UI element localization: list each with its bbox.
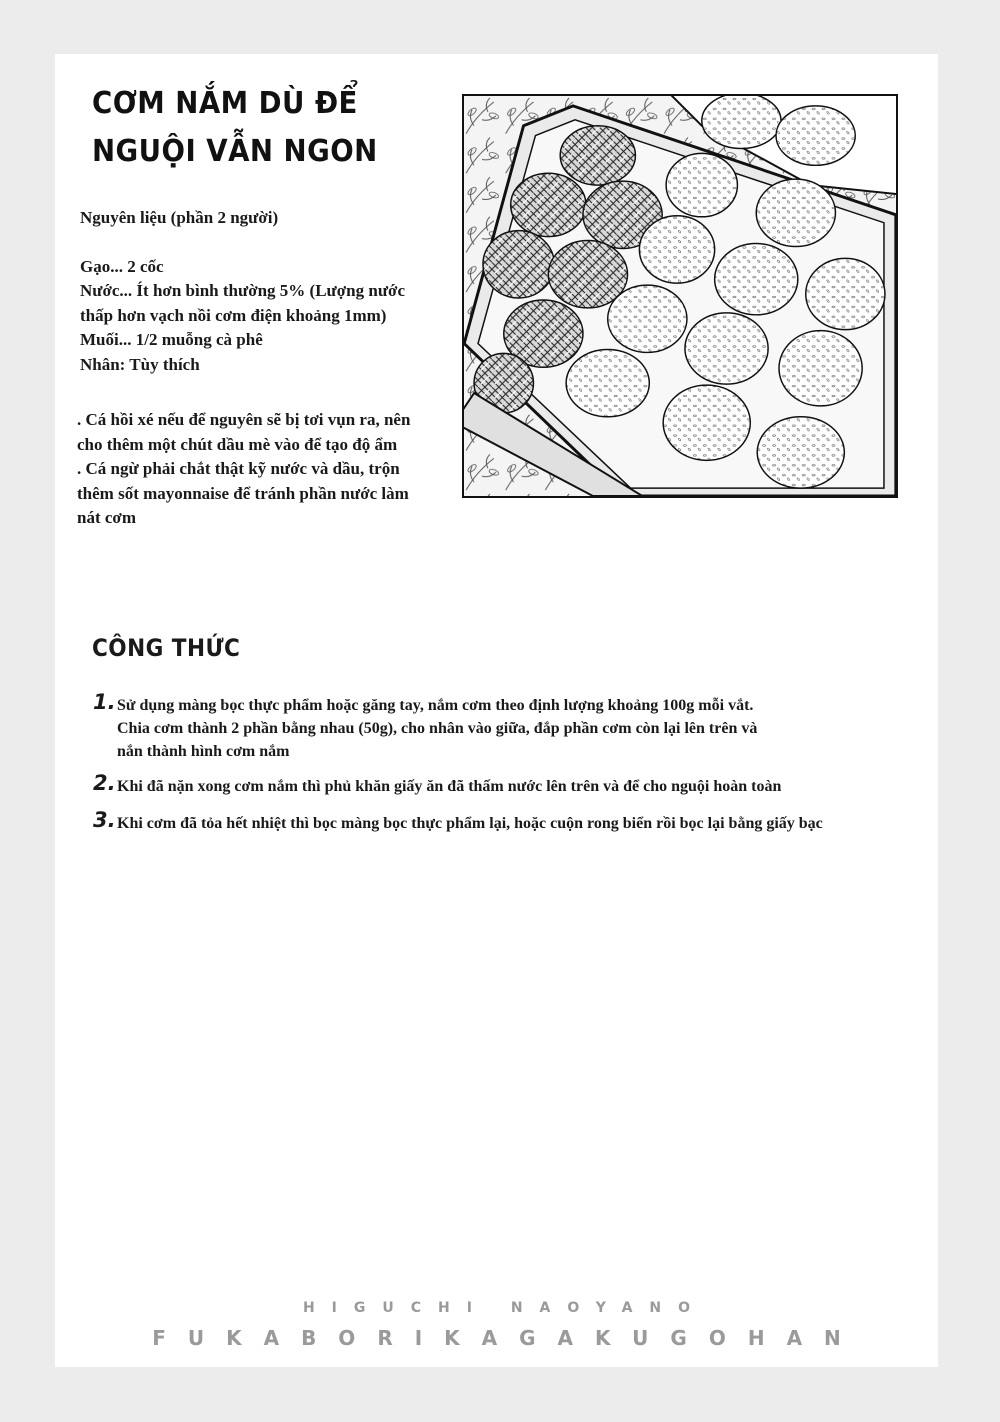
footer-author: HIGUCHI NAOYANO: [302, 1300, 708, 1316]
method-steps: [93, 690, 893, 847]
footer-series: FUKABORIKAGAKUGOHAN: [152, 1326, 863, 1350]
tip-line: nát cơm: [77, 508, 136, 527]
ingredients-heading: Nguyên liệu (phần 2 người): [80, 208, 279, 227]
tip-line: thêm sốt mayonnaise để tránh phần nước làm: [77, 483, 409, 503]
ingredient-line: Nước... Ít hơn bình thường 5% (Lượng nước: [80, 281, 405, 300]
ingredient-line: Gạo... 2 cốc: [80, 256, 164, 276]
step-text: Sử dụng màng bọc thực phẩm hoặc găng tay, nắm cơm theo định lượng khoảng 100g mỗi vắt.: [117, 697, 754, 714]
onigiri-tray-drawing: [464, 96, 896, 496]
recipe-title: [92, 80, 378, 176]
step-2: [93, 771, 893, 798]
step-1: [93, 690, 893, 763]
onigiri-tray-illustration: [462, 94, 898, 498]
ingredients-section: [80, 206, 460, 377]
tip-line: cho thêm một chút dầu mè vào để tạo độ ẩm: [77, 434, 398, 454]
step-text: Khi đã nặn xong cơm nắm thì phủ khăn giấy ăn đã thấm nước lên trên và để cho nguội hoàn toàn: [117, 778, 782, 795]
step-number: 2.: [93, 771, 116, 795]
tips-section: [77, 408, 457, 531]
method-heading: CÔNG THỨC: [92, 634, 241, 662]
ingredient-line: thấp hơn vạch nồi cơm điện khoảng 1mm): [80, 305, 387, 325]
ingredient-line: Nhân: Tùy thích: [80, 354, 200, 374]
tip-line: . Cá ngừ phải chắt thật kỹ nước và dầu, trộn: [77, 459, 400, 478]
recipe-page: [55, 54, 938, 1367]
step-number: 3.: [93, 808, 116, 832]
step-text: nắn thành hình cơm nắm: [117, 743, 290, 760]
step-number: 1.: [93, 690, 116, 714]
step-3: [93, 808, 893, 835]
title-line-1: CƠM NẮM DÙ ĐỂ: [92, 86, 358, 121]
step-text: Chia cơm thành 2 phần bằng nhau (50g), cho nhân vào giữa, đắp phần cơm còn lại lên trên và: [117, 720, 758, 737]
tip-line: . Cá hồi xé nếu để nguyên sẽ bị tơi vụn ra, nên: [77, 410, 411, 429]
ingredient-line: Muối... 1/2 muỗng cà phê: [80, 330, 263, 349]
title-line-2: NGUỘI VẪN NGON: [92, 134, 378, 169]
step-text: Khi cơm đã tỏa hết nhiệt thì bọc màng bọc thực phẩm lại, hoặc cuộn rong biển rồi bọc lại bằng giấy bạc: [117, 815, 823, 832]
